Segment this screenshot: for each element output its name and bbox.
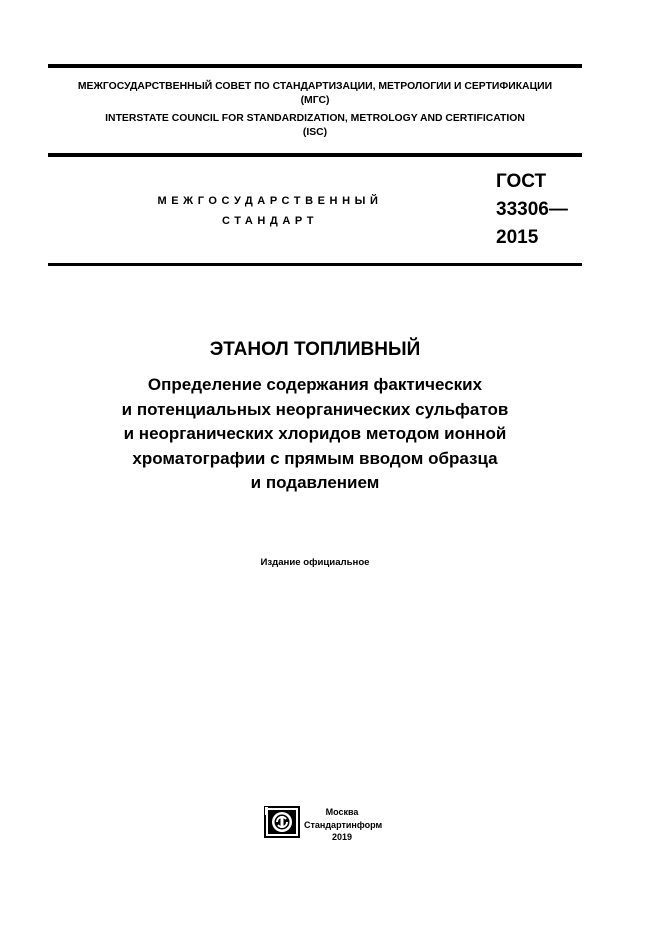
imprint-year: 2019	[331, 832, 353, 842]
council-name-ru: МЕЖГОСУДАРСТВЕННЫЙ СОВЕТ ПО СТАНДАРТИЗАЦИИ, МЕТРОЛОГИИ И СЕРТИФИКАЦИИ	[77, 81, 553, 92]
subtitle-line: хроматографии с прямым вводом образца	[132, 448, 498, 468]
document-subtitle	[48, 373, 582, 496]
imprint-publisher: Стандартинформ	[304, 819, 383, 830]
imprint-city: Москва	[325, 807, 359, 817]
standard-kind-line1: МЕЖГОСУДАРСТВЕННЫЙ	[157, 195, 383, 207]
edition-note: Издание официальное	[260, 557, 370, 568]
header-rule	[48, 153, 582, 157]
gost-code-line1: ГОСТ	[496, 171, 547, 192]
document-title: ЭТАНОЛ ТОПЛИВНЫЙ	[209, 339, 421, 360]
subtitle-line: и подавлением	[250, 473, 380, 492]
standard-kind-line2: СТАНДАРТ	[221, 215, 319, 227]
gost-code-line2: 33306—	[496, 199, 568, 220]
subtitle-line: Определение содержания фактических	[147, 375, 483, 394]
council-abbr-en: (ISC)	[302, 127, 328, 138]
top-rule	[48, 64, 582, 68]
designation-rule	[48, 263, 582, 266]
gost-designation	[496, 168, 568, 252]
council-abbr-ru: (МГС)	[300, 95, 330, 106]
gost-code-line3: 2015	[496, 227, 539, 248]
subtitle-line: и потенциальных неорганических сульфатов	[121, 399, 509, 419]
council-name-en: INTERSTATE COUNCIL FOR STANDARDIZATION, METROLOGY AND CERTIFICATION	[105, 113, 525, 124]
subtitle-line: и неорганических хлоридов методом ионной	[123, 424, 507, 443]
standartinform-logo-icon	[264, 806, 300, 838]
imprint	[304, 806, 383, 844]
